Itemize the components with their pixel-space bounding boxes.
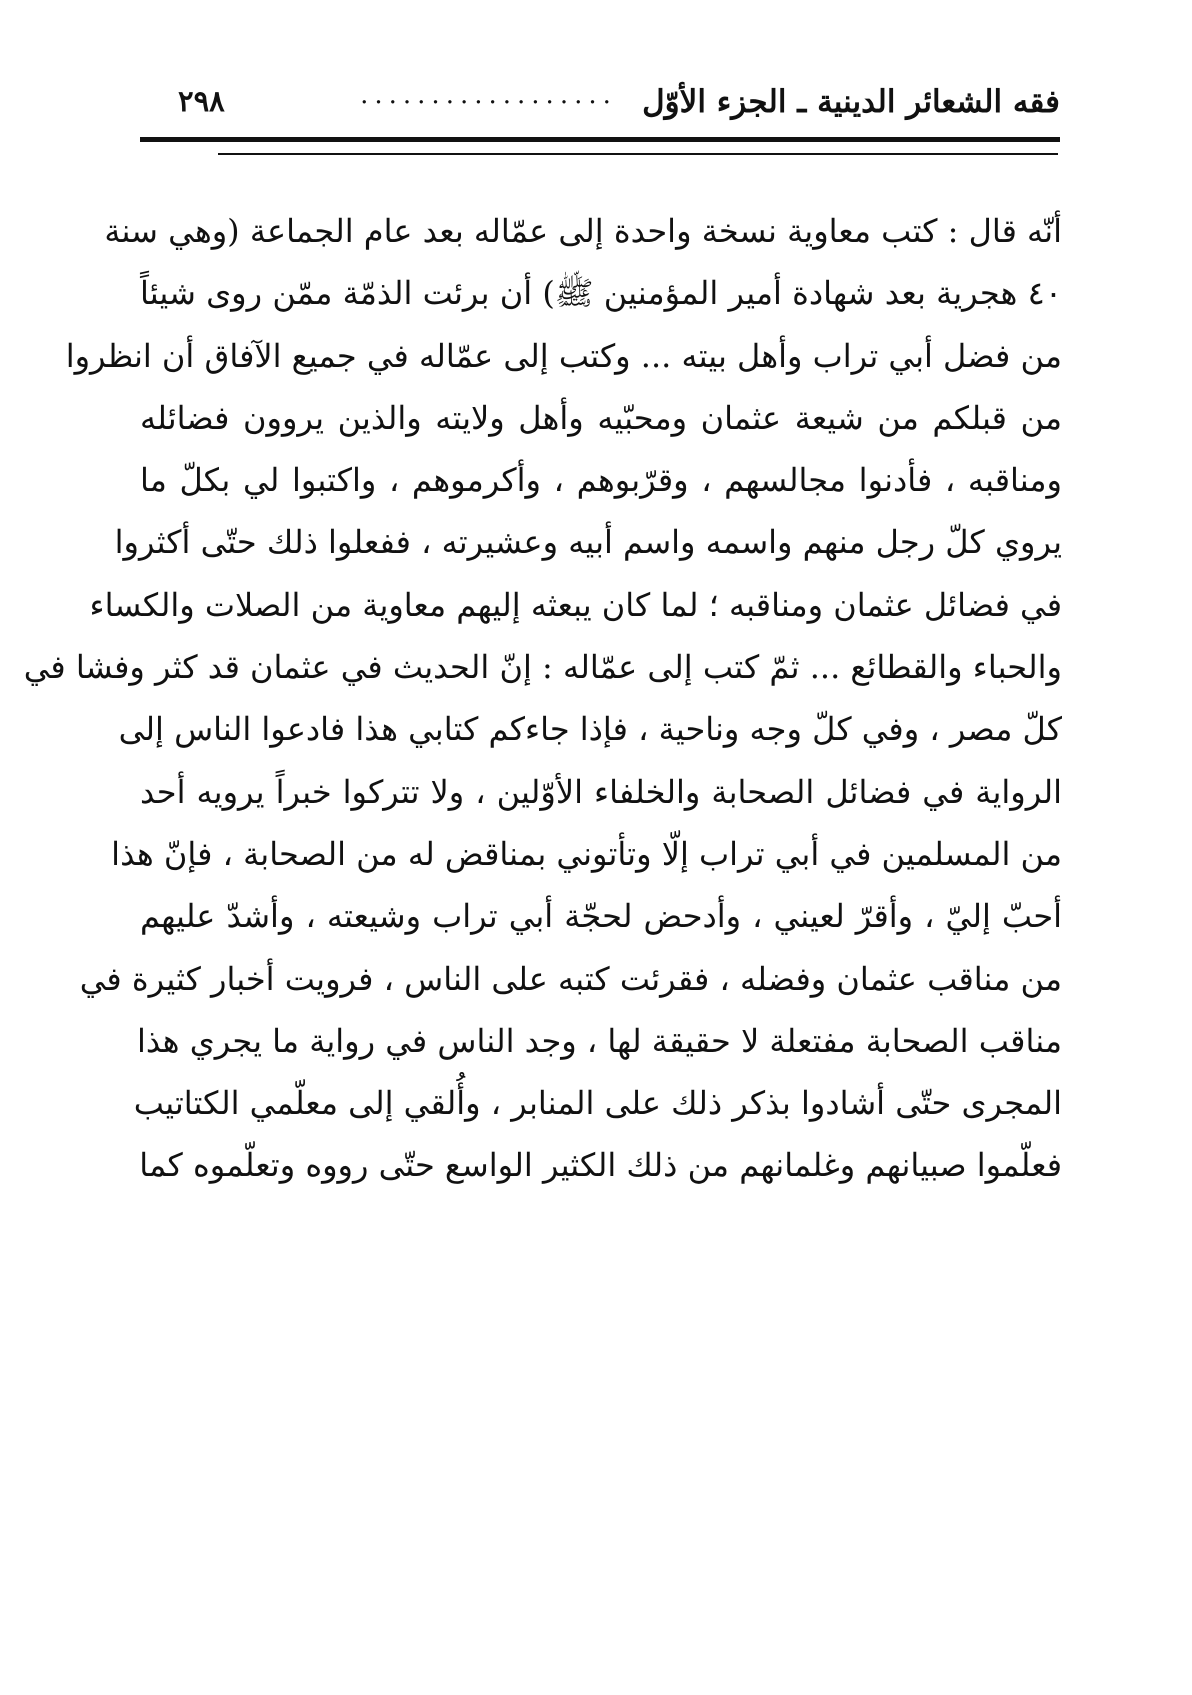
page-number: ٢٩٨ (178, 84, 225, 118)
text-line: يروي كلّ رجل منهم واسمه واسم أبيه وعشيرته ، ففعلوا ذلك حتّى أكثروا (114, 523, 1062, 562)
text-line: من قبلكم من شيعة عثمان ومحبّيه وأهل ولايته والذين يروون فضائله (140, 398, 1063, 437)
text-line: من فضل أبي تراب وأهل بيته ... وكتب إلى عمّاله في جميع الآفاق أن انظروا (65, 336, 1062, 375)
text-line: ٤٠ هجرية بعد شهادة أمير المؤمنين ﷺ) أن برئت الذمّة ممّن روى شيئاً (140, 274, 1062, 313)
text-line: المجرى حتّى أشادوا بذكر ذلك على المنابر ، وأُلقي إلى معلّمي الكتاتيب (133, 1084, 1062, 1123)
text-line: أحبّ إليّ ، وأقرّ لعيني ، وأدحض لحجّة أبي تراب وشيعته ، وأشدّ عليهم (140, 897, 1062, 936)
header-title: فقه الشعائر الدينية ـ الجزء الأوّل (642, 84, 1060, 120)
body-text (23, 200, 1063, 1197)
text-line: مناقب الصحابة مفتعلة لا حقيقة لها ، وجد الناس في رواية ما يجري هذا (136, 1021, 1062, 1060)
text-line: فعلّموا صبيانهم وغلمانهم من ذلك الكثير الواسع حتّى رووه وتعلّموه كما (139, 1146, 1062, 1185)
text-line: أنّه قال : كتب معاوية نسخة واحدة إلى عمّاله بعد عام الجماعة (وهي سنة (104, 212, 1062, 250)
text-line: كلّ مصر ، وفي كلّ وجه وناحية ، فإذا جاءكم كتابي هذا فادعوا الناس إلى (118, 710, 1062, 749)
header-dot-leader: .................. (360, 80, 617, 110)
header-rule-thin (218, 153, 1058, 155)
text-line: من مناقب عثمان وفضله ، فقرئت كتبه على الناس ، فرويت أخبار كثيرة في (79, 959, 1062, 998)
header-rule-thick (140, 137, 1060, 142)
text-line: والحباء والقطائع ... ثمّ كتب إلى عمّاله : إنّ الحديث في عثمان قد كثر وفشا في (23, 648, 1062, 687)
text-line: الرواية في فضائل الصحابة والخلفاء الأوّلين ، ولا تتركوا خبراً يرويه أحد (140, 772, 1062, 811)
text-line: في فضائل عثمان ومناقبه ؛ لما كان يبعثه إليهم معاوية من الصلات والكساء (89, 585, 1062, 624)
running-header (140, 80, 1060, 132)
text-line: من المسلمين في أبي تراب إلّا وتأتوني بمناقض له من الصحابة ، فإنّ هذا (111, 834, 1062, 873)
text-line: ومناقبه ، فأدنوا مجالسهم ، وقرّبوهم ، وأكرموهم ، واكتبوا لي بكلّ ما (140, 461, 1062, 500)
